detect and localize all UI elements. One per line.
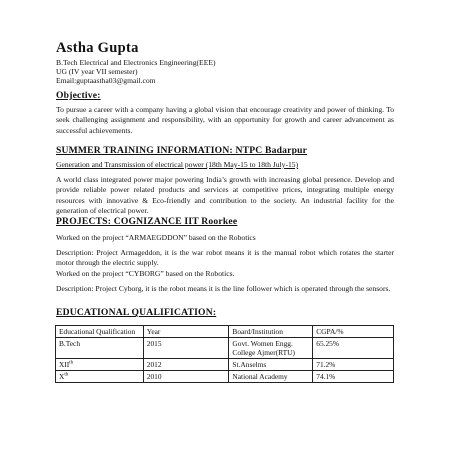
qualification-text: B.Tech [59, 339, 81, 348]
header-board: Board/Institution [229, 326, 313, 338]
summer-training-text: A world class integrated power major powering India’s growth with increasing global presence. Develop and provide reliable power related products and services at competitive prices, integrating multiple energy resources with innovative & Eco-friendly and contribution to the society. An industrial facility for the generation of electrical power. [56, 175, 394, 216]
board-cell: National Academy [229, 371, 313, 383]
header-year: Year [143, 326, 229, 338]
qualification-suffix: th [64, 372, 69, 378]
score-cell: 65.25% [313, 338, 394, 359]
table-row [56, 359, 394, 371]
project-1-line: Worked on the project “ARMAEGDDON” based on the Robotics [56, 233, 256, 242]
qualification-cell [56, 359, 144, 371]
year-cell: 2012 [143, 359, 229, 371]
table-row [56, 338, 394, 359]
education-table [55, 325, 394, 383]
table-row [56, 371, 394, 383]
score-cell: 71.2% [313, 359, 394, 371]
board-cell: St.Anselms [229, 359, 313, 371]
year-cell: 2010 [143, 371, 229, 383]
project-2-description: Description: Project Cyborg, it is the robot means it is the line follower which is operated through the sensors. [56, 284, 391, 293]
summer-training-title: SUMMER TRAINING INFORMATION: NTPC Badarpur [56, 145, 308, 156]
year-line: UG (IV year VII semester) [56, 67, 138, 76]
qualification-cell [56, 338, 144, 359]
project-2-line: Worked on the project “CYBORG” based on the Robotics. [56, 269, 235, 278]
candidate-name: Astha Gupta [56, 40, 139, 56]
projects-title: PROJECTS: COGNIZANCE IIT Roorkee [56, 216, 238, 227]
education-header-row [56, 326, 394, 338]
score-cell: 74.1% [313, 371, 394, 383]
qualification-suffix: th [69, 360, 74, 366]
header-score: CGPA/% [313, 326, 394, 338]
qualification-text: X [59, 372, 65, 381]
qualification-cell [56, 371, 144, 383]
year-cell: 2015 [143, 338, 229, 359]
education-title: EDUCATIONAL QUALIFICATION: [56, 307, 217, 318]
qualification-text: XII [59, 360, 70, 369]
objective-title: Objective: [56, 90, 101, 101]
objective-text: To pursue a career with a company having a global vision that encourage creativity and power of thinking. To seek challenging assignment and responsibility, with an opportunity for growth and career advancement as successful achievements. [56, 105, 394, 135]
email-line: Email:guptaastha03@gmail.com [56, 76, 156, 85]
project-1-description: Description: Project Armageddon, it is the war robot means it is the manual robot which rotates the starter motor through the electric supply. [56, 248, 394, 268]
summer-training-subtitle: Generation and Transmission of electrical power (18th May-15 to 18th July-15) [56, 160, 299, 169]
board-cell: Govt. Women Engg. College Ajmer(RTU) [229, 338, 313, 359]
header-qualification: Educational Qualification [56, 326, 144, 338]
degree-line: B.Tech Electrical and Electronics Engineering(EEE) [56, 58, 216, 67]
